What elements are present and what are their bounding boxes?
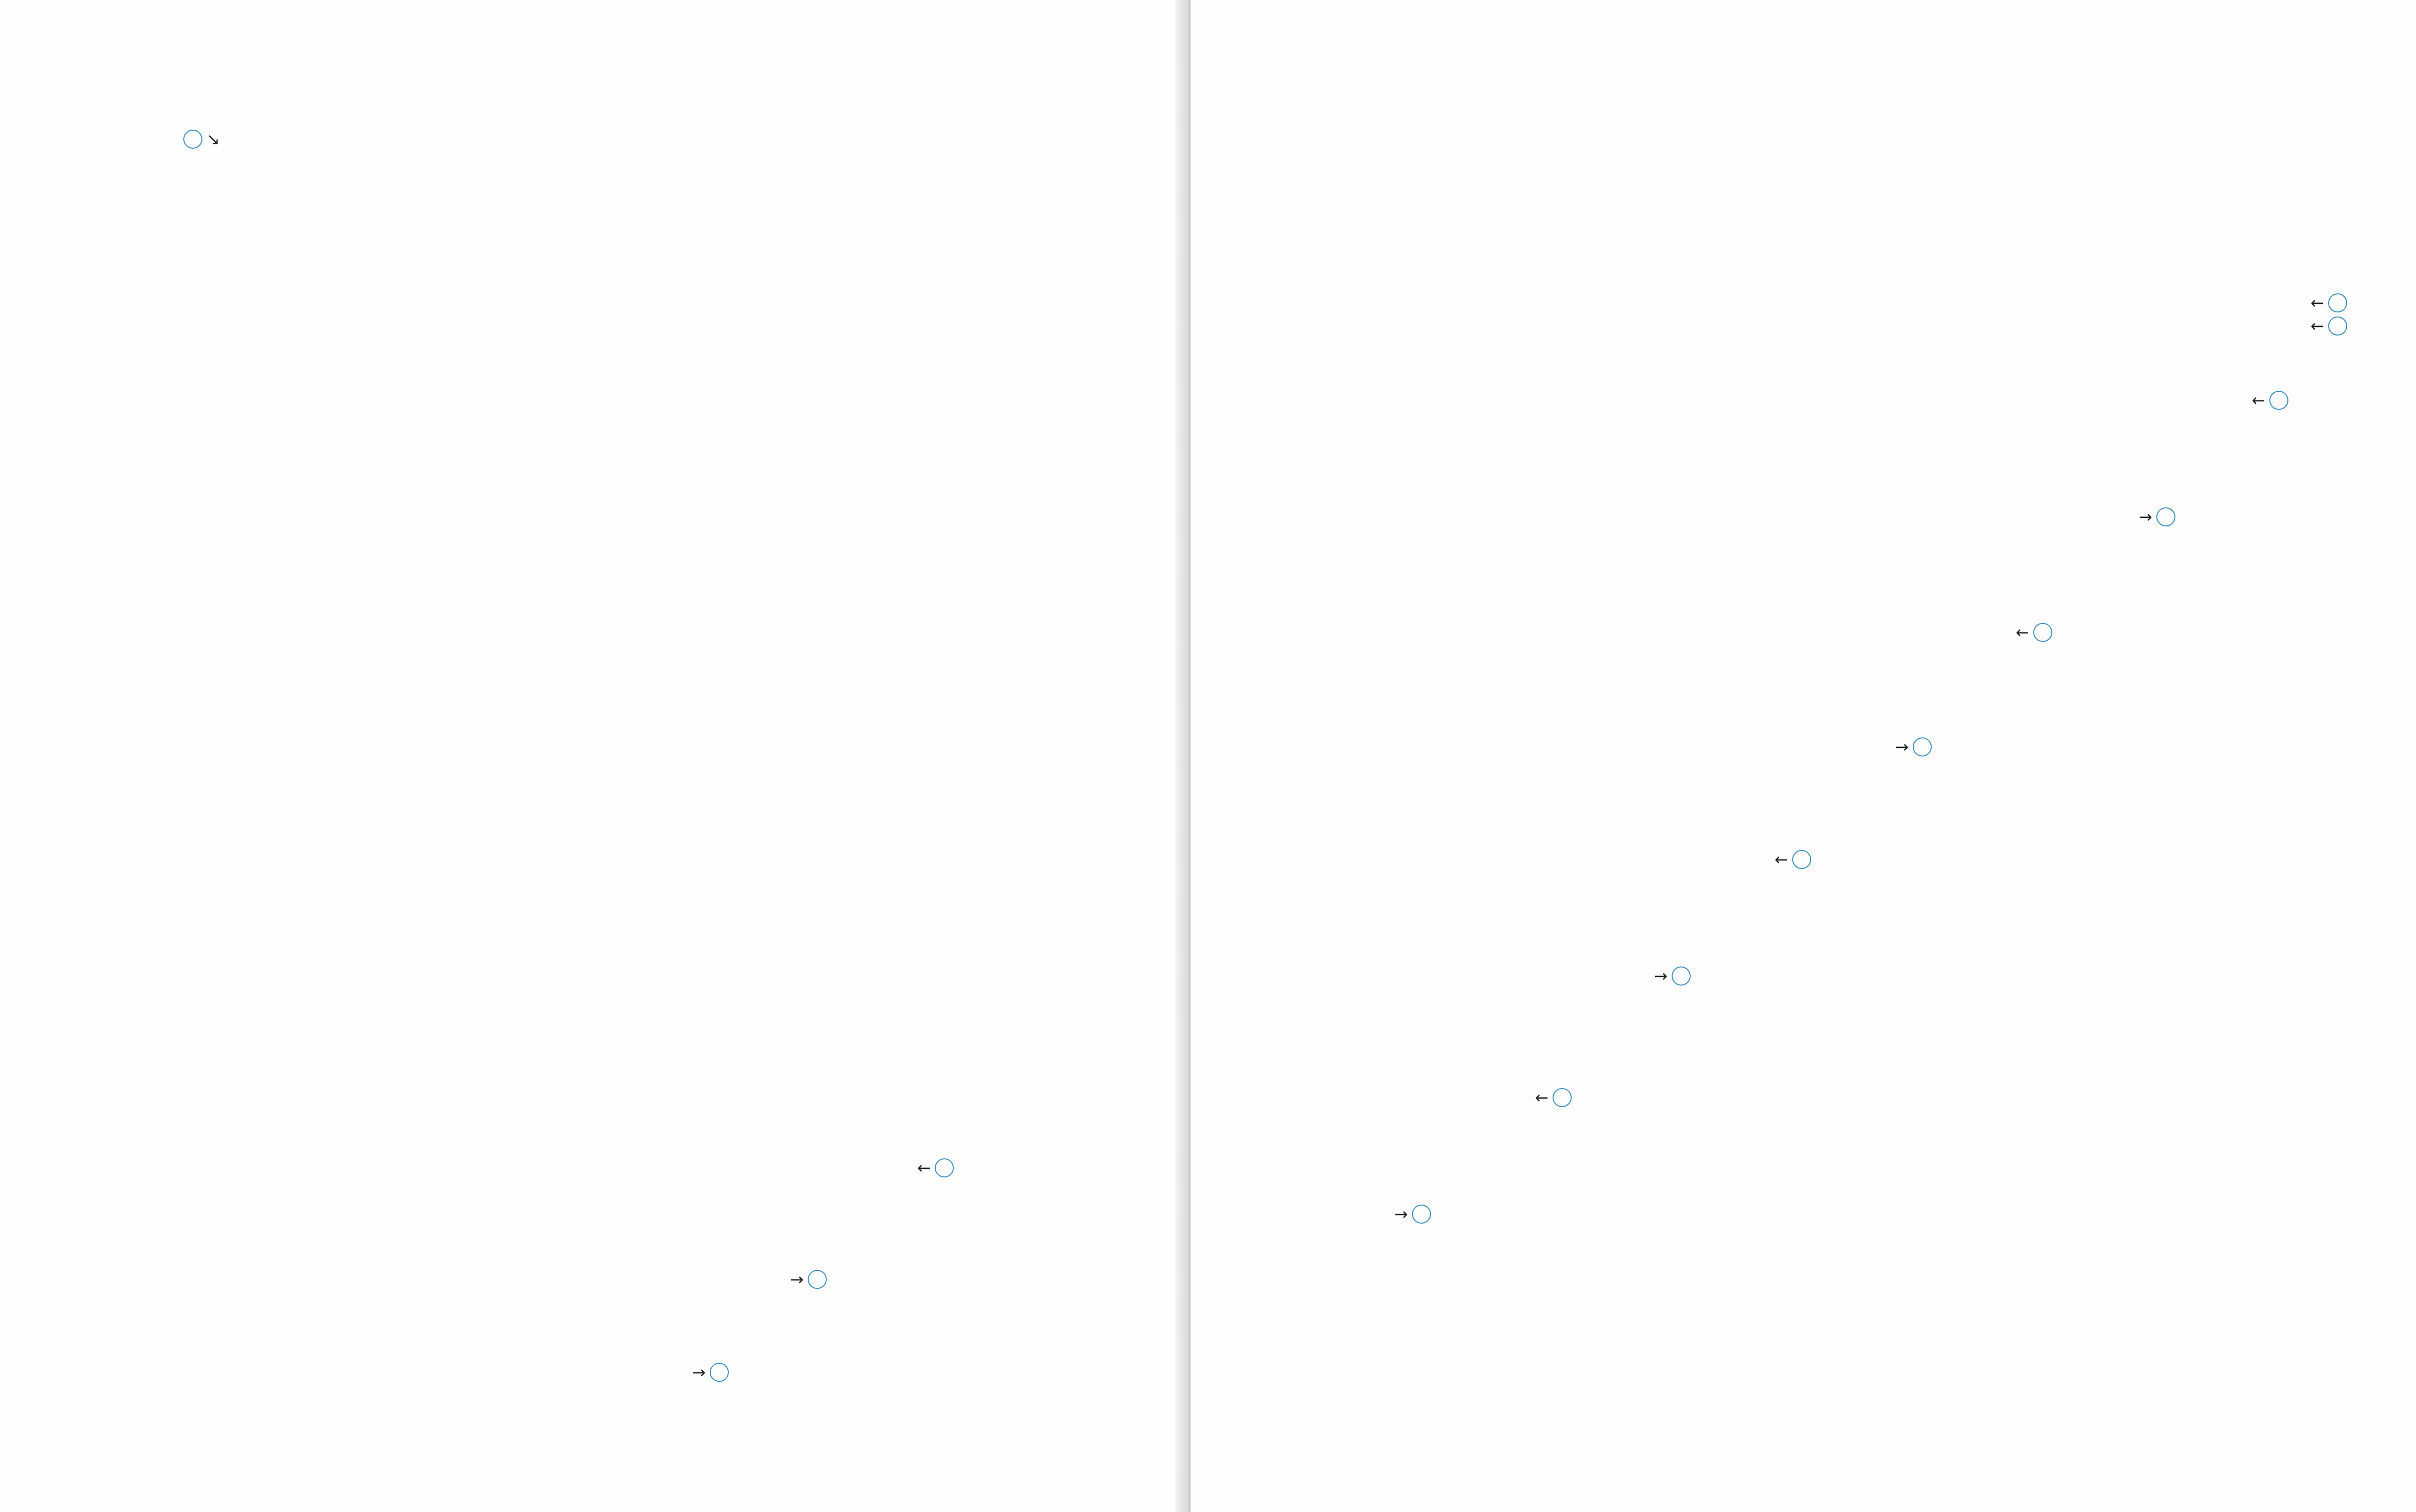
shawl-edge-chart — [1190, 0, 2416, 1512]
row-marker-r30: ← — [1771, 850, 1811, 869]
row-marker-r50: ← — [2248, 391, 2288, 410]
row-marker-r45: → — [2135, 507, 2175, 526]
row-marker-5: → — [786, 1270, 827, 1289]
row-marker-r35: → — [1891, 737, 1932, 757]
row-marker-top: ↘ — [183, 130, 224, 149]
shawl-body-chart — [0, 0, 1190, 1512]
row-marker-r1: ← — [2307, 293, 2347, 312]
row-marker-r20: ← — [1531, 1088, 1572, 1107]
right-page — [1190, 0, 2416, 1512]
row-marker-r40: ← — [2012, 623, 2052, 642]
left-page — [0, 0, 1190, 1512]
row-marker-1: → — [688, 1363, 729, 1382]
row-marker-r25: → — [1650, 966, 1691, 986]
row-marker-r15: → — [1390, 1205, 1431, 1224]
row-marker-10: ← — [913, 1158, 954, 1177]
row-marker-r53: ← — [2307, 316, 2347, 336]
